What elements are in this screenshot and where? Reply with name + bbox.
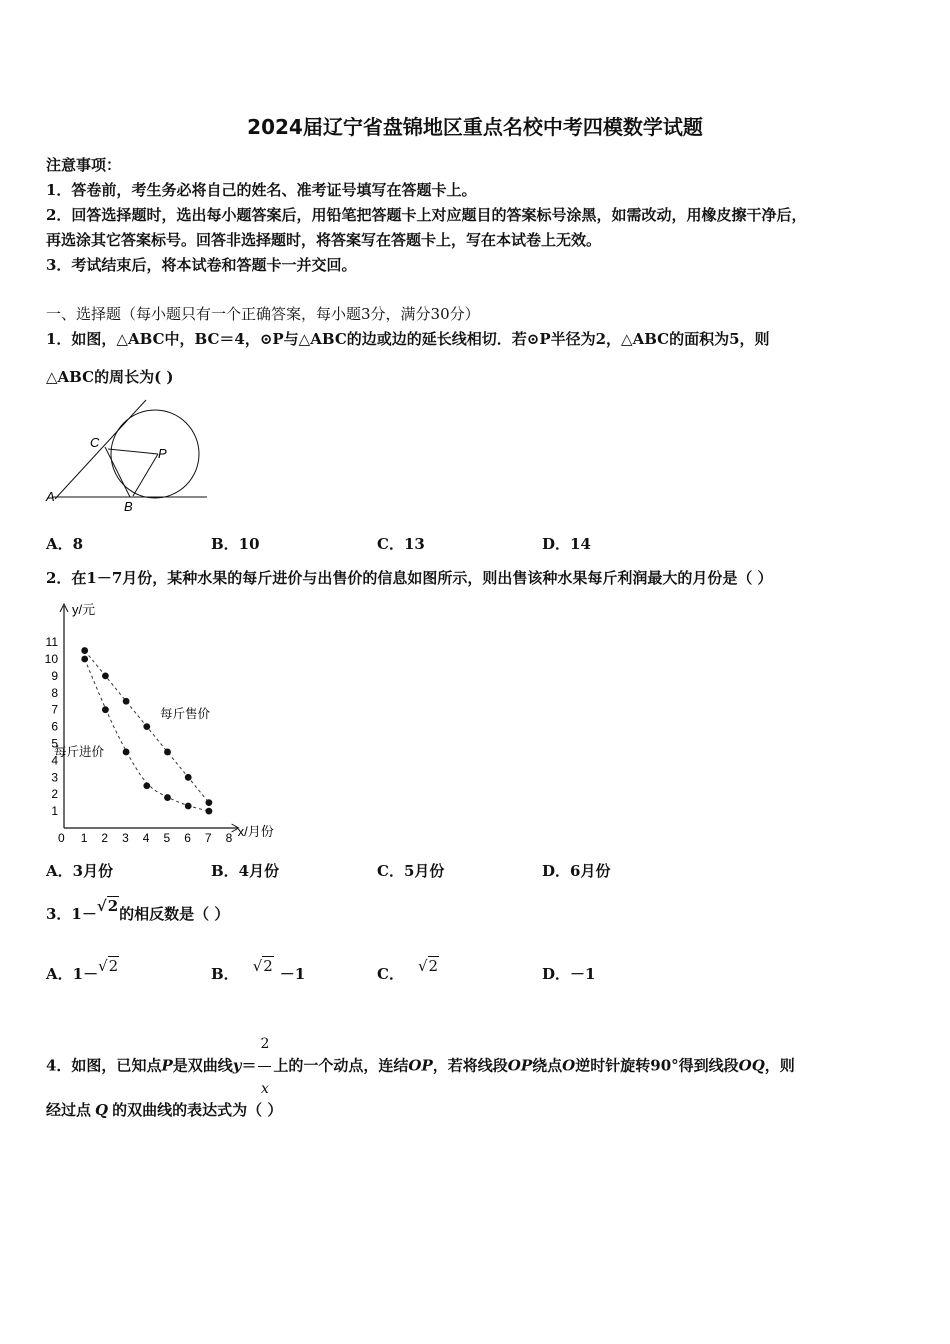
section-heading: 一、选择题（每小题只有一个正确答案，每小题3分，满分30分） — [46, 305, 480, 323]
data-point — [102, 673, 109, 680]
q2-option-d[interactable]: D．6月份 — [542, 862, 611, 880]
q4-line2b: 的双曲线的表达式为（ ） — [112, 1101, 283, 1119]
q3-text — [46, 897, 230, 924]
series-label-1: 每斤进价 — [54, 745, 105, 759]
data-point — [164, 749, 171, 756]
data-point — [143, 782, 150, 789]
q2-option-c[interactable]: C．5月份 — [377, 862, 445, 880]
q4-var-o: O — [562, 1056, 576, 1075]
q3-option-b-prefix: B． — [211, 965, 239, 983]
y-tick-label: 11 — [45, 635, 58, 650]
q3-option-b-sqrt: √2 — [252, 957, 273, 975]
q3-option-b[interactable] — [211, 957, 306, 984]
data-point — [81, 647, 88, 654]
q4-denominator: x — [260, 1081, 269, 1097]
q4-part5: 绕点 — [532, 1056, 563, 1075]
q1-option-b[interactable]: B．10 — [211, 535, 260, 553]
q3-prefix: 3．1－ — [46, 905, 97, 923]
q2-chart — [40, 598, 300, 846]
y-tick-label: 9 — [51, 668, 58, 683]
q4-var-op: OP — [408, 1056, 433, 1075]
data-point — [143, 723, 150, 730]
line-ac-extended — [55, 400, 146, 499]
q4-part6: 逆时针旋转90°得到线段 — [575, 1056, 739, 1075]
q1-text-line2: △ABC的周长为( ) — [46, 368, 174, 386]
q4-var-y: y — [232, 1056, 242, 1075]
q4-var-q: Q — [95, 1101, 109, 1119]
x-tick-label: 5 — [163, 831, 171, 845]
q3-option-c-radicand: 2 — [428, 957, 439, 975]
notice-item-2-line2: 再选涂其它答案标号。回答非选择题时，将答案写在答题卡上，写在本试卷上无效。 — [46, 231, 602, 249]
q3-option-b-radicand: 2 — [263, 957, 273, 975]
x-tick-label: 6 — [184, 831, 191, 845]
x-tick-label: 4 — [142, 831, 150, 845]
data-point — [102, 706, 109, 713]
y-tick-label: 10 — [44, 652, 58, 666]
q2-text: 2．在1－7月份，某种水果的每斤进价与出售价的信息如图所示，则出售该种水果每斤利润最大的月份是（ ） — [46, 569, 773, 587]
y-tick-label: 4 — [51, 753, 58, 768]
segment-cb — [105, 447, 130, 497]
data-point — [164, 794, 171, 801]
segment-pb — [133, 454, 158, 496]
x-tick-label: 0 — [58, 831, 65, 845]
q4-line2a: 经过点 — [46, 1101, 92, 1119]
q3-option-a-radicand: 2 — [108, 957, 119, 975]
x-tick-label: 1 — [80, 831, 88, 845]
q3-suffix: 的相反数是（ ） — [119, 905, 230, 923]
q3-option-c-prefix: C． — [377, 965, 404, 983]
y-tick-label: 7 — [51, 702, 58, 717]
q3-option-a-sqrt: √2 — [98, 957, 119, 975]
q4-fraction — [258, 1022, 271, 1111]
q3-option-b-suffix: －1 — [279, 965, 306, 983]
notice-item-1: 1．答卷前，考生务必将自己的姓名、准考证号填写在答题卡上。 — [46, 181, 477, 199]
data-point — [81, 656, 88, 663]
x-tick-label: 8 — [225, 831, 233, 845]
q1-option-d[interactable]: D．14 — [542, 535, 591, 553]
q3-option-c-sqrt: √2 — [417, 957, 439, 975]
q2-option-b[interactable]: B．4月份 — [211, 862, 280, 880]
q4-var-oq: OQ — [738, 1056, 765, 1075]
y-tick-label: 8 — [51, 685, 58, 700]
x-axis-label: x/月份 — [237, 824, 274, 839]
y-axis-label: y/元 — [72, 602, 96, 617]
q2-option-a[interactable]: A．3月份 — [46, 862, 114, 880]
data-point — [185, 774, 192, 781]
label-p: P — [158, 446, 167, 461]
page-title: 2024届辽宁省盘锦地区重点名校中考四模数学试题 — [247, 115, 703, 139]
y-tick-label: 6 — [51, 719, 58, 734]
data-point — [185, 803, 192, 810]
x-tick-label: 3 — [122, 831, 129, 845]
q4-part1: 4．如图，已知点 — [46, 1056, 162, 1075]
y-tick-label: 2 — [51, 787, 58, 802]
q4-part4: ，若将线段 — [432, 1056, 508, 1075]
q4-part3: 上的一个动点，连结 — [273, 1056, 409, 1075]
x-tick-label: 2 — [101, 831, 109, 845]
data-point — [123, 749, 130, 756]
label-a: A — [46, 489, 55, 504]
q3-option-c[interactable] — [377, 957, 439, 984]
q4-var-op-2: OP — [507, 1056, 533, 1075]
y-tick-label: 1 — [51, 804, 58, 819]
q4-equals: ＝ — [241, 1056, 257, 1075]
data-point — [123, 698, 130, 705]
q4-part7: ，则 — [764, 1056, 795, 1075]
label-c: C — [90, 435, 100, 450]
segment-cp — [108, 449, 158, 454]
q3-option-d[interactable]: D．－1 — [542, 965, 596, 983]
q1-figure — [40, 392, 220, 517]
q4-part2: 是双曲线 — [172, 1056, 233, 1075]
q1-option-a[interactable]: A．8 — [46, 535, 84, 553]
notice-item-3: 3．考试结束后，将本试卷和答题卡一并交回。 — [46, 256, 357, 274]
notice-item-2-line1: 2．回答选择题时，选出每小题答案后，用铅笔把答题卡上对应题目的答案标号涂黑，如需改动，用橡皮擦干净后， — [46, 206, 807, 224]
q4-var-p: P — [161, 1056, 173, 1075]
q4-numerator: 2 — [258, 1022, 271, 1067]
q4-text-line1 — [46, 1022, 795, 1111]
data-point — [206, 799, 213, 806]
series-label-0: 每斤售价 — [160, 707, 211, 721]
q1-option-c[interactable]: C．13 — [377, 535, 425, 553]
q1-text-line1: 1．如图，△ABC中，BC＝4，⊙P与△ABC的边或边的延长线相切．若⊙P半径为2，△ABC的面积为5，则 — [46, 330, 770, 348]
q3-radicand: 2 — [107, 897, 119, 915]
notice-heading: 注意事项： — [46, 156, 122, 174]
q4-text-line2 — [46, 1099, 282, 1120]
label-b: B — [124, 499, 133, 514]
q3-sqrt: √2 — [96, 897, 119, 915]
data-point — [206, 808, 213, 815]
x-tick-label: 7 — [204, 831, 212, 845]
q3-option-a-prefix: A．1－ — [46, 965, 99, 983]
q3-option-a[interactable] — [46, 957, 119, 984]
y-tick-label: 5 — [51, 736, 58, 751]
y-tick-label: 3 — [51, 770, 58, 785]
